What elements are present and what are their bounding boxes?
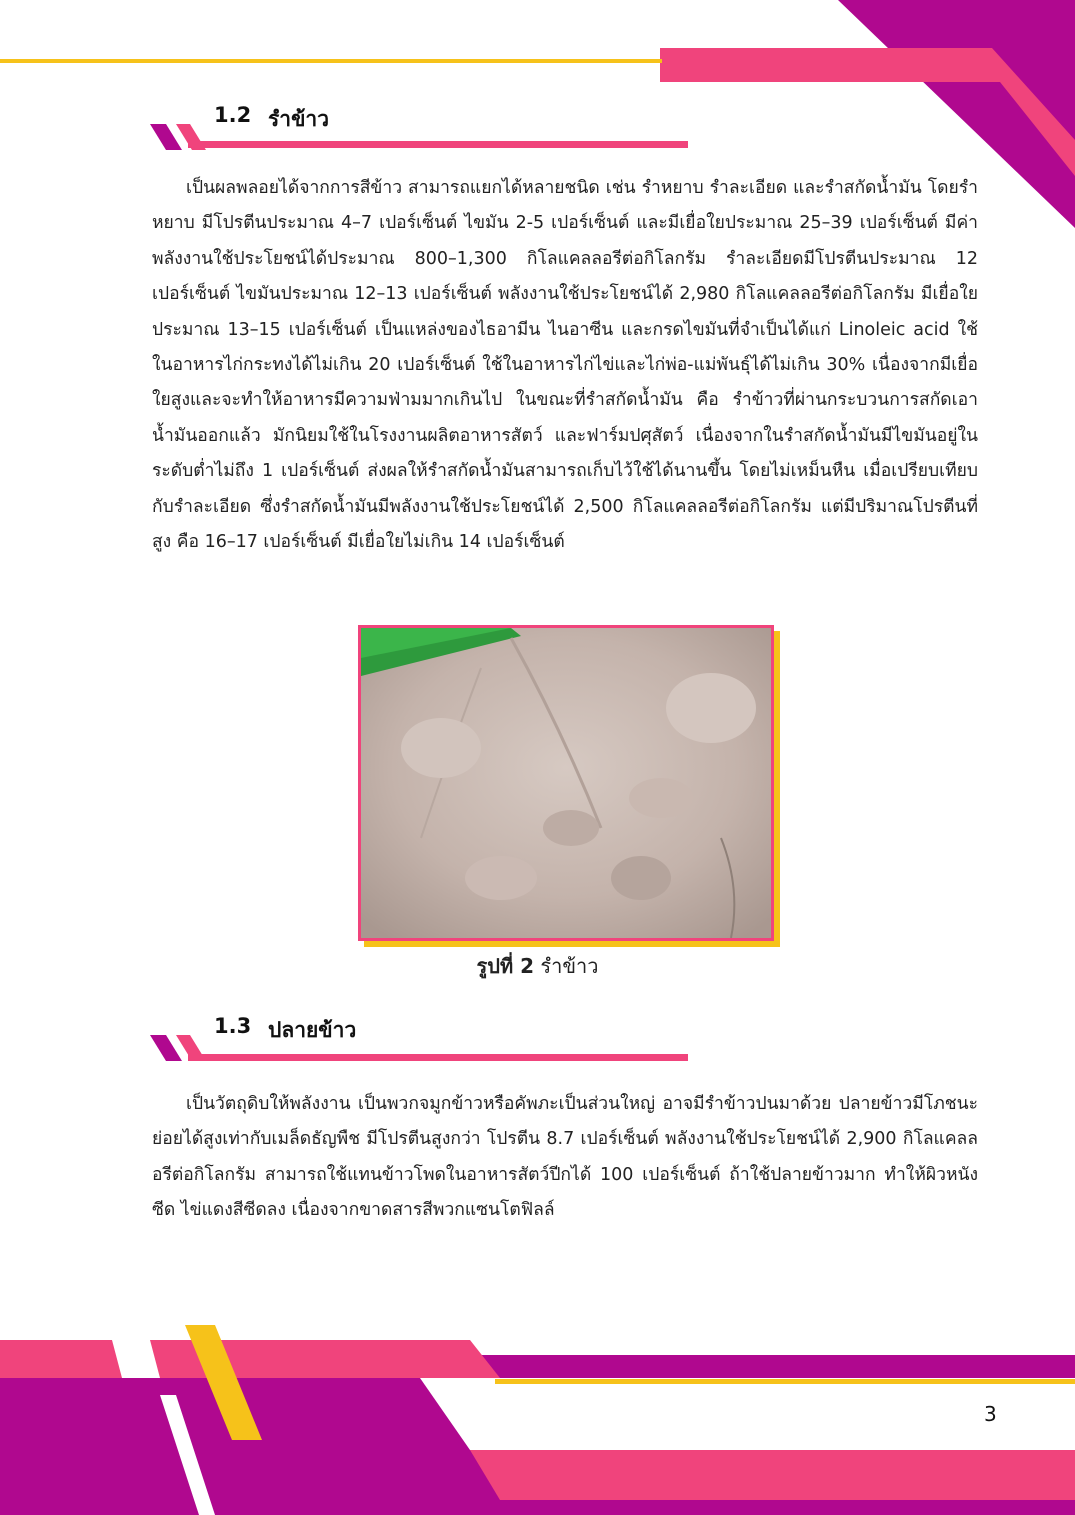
- section-1-2-paragraph: เป็นผลพลอยได้จากการสีข้าว สามารถแยกได้หลายชนิด เช่น รำหยาบ รำละเอียด และรำสกัดน้ำมัน โดยรำหยาบ มีโปรตีนประมาณ 4–7 เปอร์เซ็นต์ ไขมัน 2-5 เปอร์เซ็นต์ และมีเยื่อใยประมาณ 25–39 เปอร์เซ็นต์ มีค่าพลังงานใช้ประโยชน์ได้ประมาณ 800–1,300 กิโลแคลลอรีต่อกิโลกรัม รำละเอียดมีโปรตีนประมาณ 12 เปอร์เซ็นต์ ไขมันประมาณ 12–13 เปอร์เซ็นต์ พลังงานใช้ประโยชน์ได้ 2,980 กิโลแคลลอรีต่อกิโลกรัม มีเยื่อใยประมาณ 13–15 เปอร์เซ็นต์ เป็นแหล่งของไธอามีน ไนอาซีน และกรดไขมันที่จำเป็นได้แก่ Linoleic acid ใช้ในอาหารไก่กระทงได้ไม่เกิน 20 เปอร์เซ็นต์ ใช้ในอาหารไก่ไข่และไก่พ่อ-แม่พันธุ์ได้ไม่เกิน 30% เนื่องจากมีเยื่อใยสูงและจะทำให้อาหารมีความฟ่ามมากเกินไป ในขณะที่รำสกัดน้ำมัน คือ รำข้าวที่ผ่านกระบวนการสกัดเอาน้ำมันออกแล้ว มักนิยมใช้ในโรงงานผลิตอาหารสัตว์ และฟาร์มปศุสัตว์ เนื่องจากในรำสกัดน้ำมันมีไขมันอยู่ในระดับต่ำไม่ถึง 1 เปอร์เซ็นต์ ส่งผลให้รำสกัดน้ำมันสามารถเก็บไว้ใช้ได้นานขึ้น โดยไม่เหม็นหืน เมื่อเปรียบเทียบกับรำละเอียด ซึ่งรำสกัดน้ำมันมีพลังงานใช้ประโยชน์ได้ 2,500 กิโลแคลลอรีต่อกิโลกรัม แต่มีปริมาณโปรตีนที่สูง คือ 16–17 เปอร์เซ็นต์ มีเยื่อใยไม่เกิน 14 เปอร์เซ็นต์: [152, 178, 978, 553]
- figure-caption: [0, 950, 1075, 982]
- section-1-3-paragraph: เป็นวัตถุดิบให้พลังงาน เป็นพวกจมูกข้าวหรือคัพภะเป็นส่วนใหญ่ อาจมีรำข้าวปนมาด้วย ปลายข้าวมีโภชนะย่อยได้สูงเท่ากับเมล็ดธัญพืช มีโปรตีนสูงกว่า โปรตีน 8.7 เปอร์เซ็นต์ พลังงานใช้ประโยชน์ได้ 2,900 กิโลแคลลอรีต่อกิโลกรัม สามารถใช้แทนข้าวโพดในอาหารสัตว์ปีกได้ 100 เปอร์เซ็นต์ ถ้าใช้ปลายข้าวมาก ทำให้ผิวหนังซีด ไข่แดงสีซีดลง เนื่องจากขาดสารสีพวกแซนโตฟิลล์: [152, 1094, 978, 1221]
- top-yellow-line: [0, 59, 662, 63]
- figure-caption-text: รำข้าว: [540, 954, 599, 978]
- bottom-white-area: [420, 1378, 1075, 1450]
- rice-bran-image: [361, 628, 771, 938]
- bottom-yellow-line: [495, 1379, 1075, 1384]
- section-heading-1-3: [150, 1014, 710, 1056]
- bottom-left-pink-band: [0, 1340, 500, 1378]
- section-title: รำข้าว: [268, 107, 330, 131]
- section-title: ปลายข้าว: [268, 1018, 357, 1042]
- rice-bran-photo: [358, 625, 774, 941]
- page-number: 3: [984, 1402, 997, 1426]
- figure-label: รูปที่ 2: [476, 954, 535, 978]
- section-heading-1-2: [150, 103, 710, 145]
- section-number: 1.3: [214, 1014, 252, 1038]
- bottom-right-pink-band: [470, 1450, 1075, 1500]
- section-number: 1.2: [214, 103, 252, 127]
